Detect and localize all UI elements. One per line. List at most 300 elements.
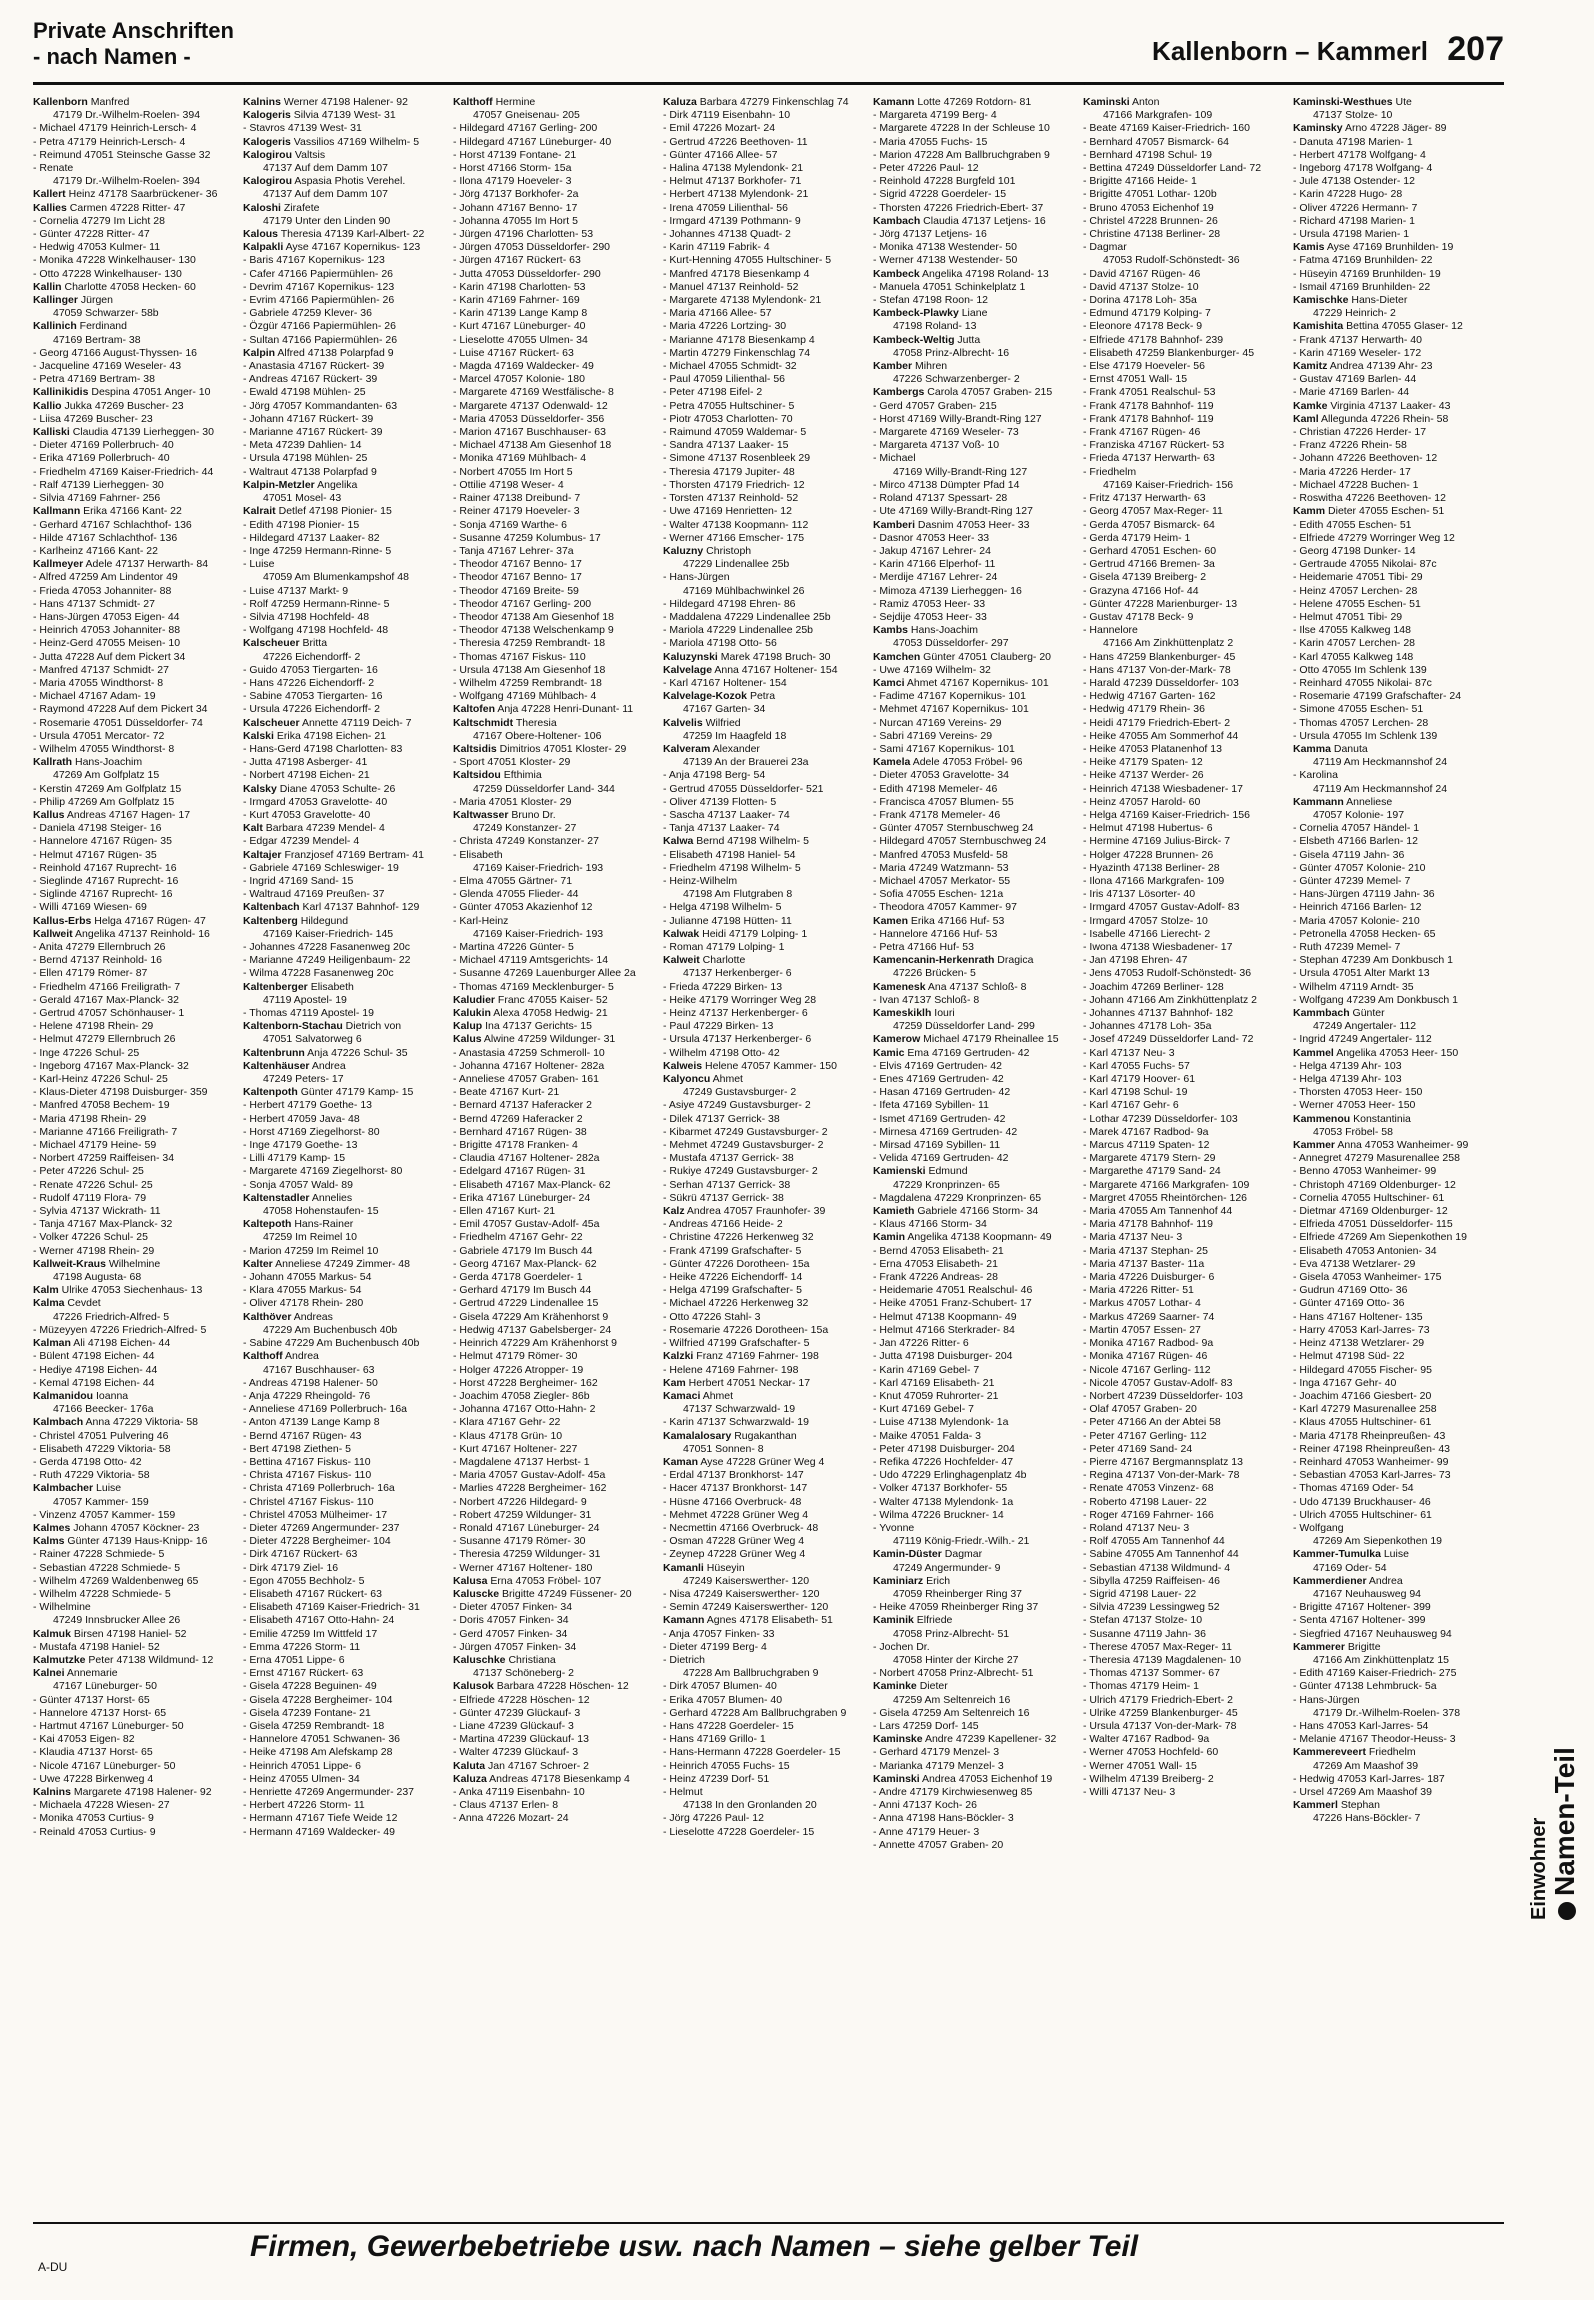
surname: Kaminke	[873, 1680, 917, 1693]
directory-entry: - Lars 47259 Dorf- 145	[873, 1719, 979, 1732]
column-1	[33, 96, 229, 2196]
directory-entry-head: Kalma Cevdet	[33, 1297, 101, 1310]
directory-entry: - Werner 47053 Heer- 150	[1293, 1099, 1416, 1112]
directory-entry: - Christa 47249 Konstanzer- 27	[453, 835, 599, 848]
directory-entry: 47119 Am Heckmannshof 24	[1313, 756, 1448, 769]
directory-entry: - Sebastian 47138 Wildmund- 4	[1083, 1561, 1231, 1574]
directory-entry: - Waltraud 47169 Preußen- 37	[243, 888, 385, 901]
directory-entry: - Wolfgang 47198 Hochfeld- 48	[243, 624, 389, 637]
directory-entry: - Georg 47057 Max-Reger- 11	[1083, 505, 1223, 518]
directory-entry: - Dirk 47179 Ziel- 16	[243, 1561, 339, 1574]
directory-entry: 47053 Rudolf-Schönstedt- 36	[1103, 254, 1240, 267]
directory-entry: 47259 Im Reimel 10	[263, 1231, 357, 1244]
directory-entry: - Gertrud 47226 Beethoven- 11	[663, 135, 808, 148]
directory-entry: - Marianne 47178 Biesenkamp 4	[663, 333, 815, 346]
directory-entry: - Friedhelm 47198 Wilhelm- 5	[663, 861, 801, 874]
directory-entry: - Heinz 47137 Herkenberger- 6	[663, 1007, 808, 1020]
surname: Kaluza	[663, 96, 697, 108]
directory-entry-head: Kaltenberg Hildegund	[243, 914, 349, 927]
directory-entry: - Reiner 47198 Rheinpreußen- 43	[1293, 1442, 1451, 1455]
directory-entry: - Theodor 47167 Benno- 17	[453, 571, 582, 584]
directory-entry: - Ilona 47179 Hoeveler- 3	[453, 175, 572, 188]
surname: Kallus-Erbs	[33, 914, 92, 927]
surname: Kalthoff	[243, 1350, 283, 1363]
directory-entry: 47167 Neuhausweg 94	[1313, 1587, 1422, 1600]
directory-entry: - Ursula 47198 Marien- 1	[1293, 228, 1410, 241]
directory-entry: 47058 Prinz-Albrecht- 51	[893, 1627, 1010, 1640]
surname: Kalmuk	[33, 1627, 71, 1640]
directory-entry: - Hildegard 47167 Gerling- 200	[453, 122, 598, 135]
directory-entry: - Helmut 47198 Süd- 22	[1293, 1350, 1405, 1363]
directory-entry-head: Kamischke Hans-Dieter	[1293, 294, 1408, 307]
surname: Kalliski	[33, 426, 70, 439]
directory-entry-head: Kallinikidis Despina 47051 Anger- 10	[33, 386, 211, 399]
directory-entry: - Dorina 47178 Loh- 35a	[1083, 294, 1197, 307]
directory-entry: - Johannes 47228 Fasanenweg 20c	[243, 941, 410, 953]
directory-entry: - Edith 47055 Eschen- 51	[1293, 518, 1412, 531]
directory-entry: - Christel 47167 Fiskus- 110	[243, 1495, 374, 1508]
surname: Kamenesk	[873, 980, 926, 993]
directory-entry: - Nurcan 47169 Vereins- 29	[873, 716, 1002, 729]
directory-entry: - Egon 47055 Bechholz- 5	[243, 1574, 365, 1587]
column-5	[873, 96, 1069, 2196]
directory-entry: 47226 Schwarzenberger- 2	[893, 373, 1020, 386]
directory-entry: - Kurt-Henning 47055 Hultschiner- 5	[663, 254, 832, 267]
surname: Kalpin-Metzler	[243, 478, 315, 491]
surname: Kaminik	[873, 1614, 914, 1627]
directory-entry: - Horst 47169 Ziegelhorst- 80	[243, 1125, 380, 1138]
directory-entry: - Jan 47226 Ritter- 6	[873, 1337, 969, 1350]
directory-entry: - Mustafa 47198 Haniel- 52	[33, 1640, 160, 1653]
directory-entry: - Andreas 47166 Heide- 2	[663, 1218, 783, 1231]
surname: Kaltenborn-Stachau	[243, 1020, 343, 1033]
directory-entry: - Herbert 47226 Storm- 11	[243, 1799, 365, 1812]
directory-entry: - Joachim 47269 Berliner- 128	[1083, 980, 1224, 993]
directory-entry: - Dilek 47137 Gerrick- 38	[663, 1112, 780, 1125]
directory-entry: - Norbert 47198 Eichen- 21	[243, 769, 370, 782]
directory-entry: - Otto 47228 Winkelhauser- 130	[33, 267, 182, 280]
directory-entry: - Hans 47226 Eichendorff- 2	[243, 676, 375, 689]
directory-entry: 47259 Düsseldorfer Land- 344	[473, 782, 615, 795]
directory-entry: - Glenda 47055 Flieder- 44	[453, 888, 579, 901]
directory-entry: 47249 Angertaler- 112	[1313, 1020, 1417, 1033]
directory-entry: 47137 Schöneberg- 2	[473, 1667, 574, 1680]
directory-entry: - Anastasia 47167 Rückert- 39	[243, 360, 385, 373]
directory-entry: - Willi 47137 Neu- 3	[1083, 1786, 1176, 1798]
directory-entry: - Hans 47137 Schmidt- 27	[33, 597, 155, 610]
directory-entry: 47229 Lindenallee 25b	[683, 558, 790, 571]
surname: Kaluzny	[663, 544, 704, 557]
directory-entry: - Ellen 47167 Kurt- 21	[453, 1205, 556, 1218]
surname: Kallweit-Kraus	[33, 1257, 106, 1270]
directory-entry: - Zeynep 47228 Grüner Weg 4	[663, 1548, 806, 1561]
directory-entry: - Pierre 47167 Bergmannsplatz 13	[1083, 1455, 1243, 1468]
directory-entry: - Friedhelm 47169 Kaiser-Friedrich- 44	[33, 465, 214, 478]
directory-entry: - Ruth 47229 Viktoria- 58	[33, 1469, 150, 1482]
directory-entry: - Günter 47166 Allee- 57	[663, 148, 778, 161]
directory-entry: - Walter 47138 Koopmann- 112	[663, 518, 809, 531]
directory-entry-head: Kam Herbert 47051 Neckar- 17	[663, 1376, 811, 1389]
directory-entry: 47167 Obere-Holtener- 106	[473, 729, 602, 742]
directory-entry-head: Kammbach Günter	[1293, 1007, 1385, 1020]
directory-entry: - Jochen Dr.	[873, 1640, 930, 1653]
directory-entry: - Gisela 47139 Breiberg- 2	[1083, 571, 1207, 584]
directory-entry-head: Kalmbach Anna 47229 Viktoria- 58	[33, 1416, 198, 1429]
directory-entry: - Klara 47167 Gehr- 22	[453, 1416, 561, 1429]
directory-entry: - Hedwig 47167 Garten- 162	[1083, 690, 1216, 703]
directory-entry: - Fatma 47169 Brunhilden- 22	[1293, 254, 1433, 267]
directory-entry: - Liisa 47269 Buscher- 23	[33, 412, 153, 425]
directory-entry-head: Kamic Ema 47169 Gertruden- 42	[873, 1046, 1030, 1059]
directory-entry: - Norbert 47058 Prinz-Albrecht- 51	[873, 1667, 1034, 1680]
directory-entry: - Hannelore	[1083, 624, 1138, 637]
directory-entry: - Reimund 47051 Steinsche Gasse 32	[33, 148, 211, 161]
directory-entry: - Margarete 47169 Westfälische- 8	[453, 386, 614, 399]
directory-entry: - Wilhelm 47198 Otto- 42	[663, 1046, 780, 1059]
directory-entry: 47051 Mosel- 43	[263, 492, 342, 505]
directory-entry: - Semin 47249 Kaiserswerther- 120	[663, 1601, 829, 1614]
directory-entry: - Fritz 47137 Herwarth- 63	[1083, 492, 1206, 505]
directory-entry-head: Kambeck-Plawky Liane	[873, 307, 988, 320]
directory-entry: - Halina 47138 Mylendonk- 21	[663, 162, 804, 175]
directory-entry: - Anastasia 47259 Schmeroll- 10	[453, 1046, 605, 1059]
directory-entry: - Rosemarie 47226 Dorotheen- 15a	[663, 1323, 829, 1336]
directory-entry: - Michael 47057 Merkator- 55	[873, 874, 1011, 887]
directory-entry-head: Kamela Adele 47053 Fröbel- 96	[873, 756, 1023, 769]
directory-entry: - Sejdije 47053 Heer- 33	[873, 610, 987, 623]
surname: Kalyoncu	[663, 1073, 711, 1086]
directory-entry: - Helga 47139 Ahr- 103	[1293, 1073, 1402, 1086]
directory-entry: - Heinz 47057 Lerchen- 28	[1293, 584, 1418, 597]
directory-entry: - Johannes 47178 Loh- 35a	[1083, 1020, 1212, 1033]
directory-entry: - Helmut 47167 Rügen- 35	[33, 848, 157, 861]
directory-entry: - Herbert 47179 Goethe- 13	[243, 1099, 372, 1112]
directory-entry: - Anita 47279 Ellernbruch 26	[33, 941, 166, 953]
directory-entry: - Beate 47167 Kurt- 21	[453, 1086, 560, 1099]
directory-entry: - Christel 47228 Brunnen- 26	[1083, 214, 1218, 227]
directory-entry: - Gisela 47228 Bergheimer- 104	[243, 1693, 393, 1706]
directory-entry: - Jutta 47198 Duisburger- 204	[873, 1350, 1013, 1363]
directory-entry-head: Kalvelage-Kozok Petra	[663, 690, 776, 703]
directory-entry: - Olaf 47057 Graben- 20	[1083, 1403, 1197, 1416]
directory-entry-head: Kalzki Franz 47169 Fahrner- 198	[663, 1350, 819, 1363]
directory-entry: 47269 Am Maashof 39	[1313, 1759, 1419, 1772]
directory-entry-head: Kalwa Bernd 47198 Wilhelm- 5	[663, 835, 809, 848]
surname: Kallus	[33, 808, 65, 821]
directory-entry: - Karl 47198 Schul- 19	[1083, 1086, 1188, 1099]
directory-entry: - Walter 47138 Mylendonk- 1a	[873, 1495, 1014, 1508]
directory-entry: - Susanne 47259 Kolumbus- 17	[453, 531, 601, 544]
directory-entry: - Waltraut 47138 Polarpfad 9	[243, 465, 377, 478]
directory-entry-head: Kalup Ina 47137 Gerichts- 15	[453, 1020, 592, 1033]
directory-entry: - Frank 47199 Grafschafter- 5	[663, 1244, 802, 1257]
directory-entry-head: Kaminski-Westhues Ute	[1293, 96, 1412, 108]
surname: Kamanli	[663, 1561, 704, 1574]
directory-entry: - Monika 47167 Radbod- 9a	[1083, 1337, 1214, 1350]
directory-entry: - Elma 47055 Gärtner- 71	[453, 874, 573, 887]
directory-entry-head: Kalous Theresia 47139 Karl-Albert- 22	[243, 228, 425, 241]
directory-entry: - Irmgard 47139 Pothmann- 9	[663, 214, 801, 227]
directory-entry: - Jutta 47228 Auf dem Pickert 34	[33, 650, 186, 663]
directory-entry: - Brigitte 47178 Franken- 4	[453, 1139, 578, 1152]
surname: Kaminiarz	[873, 1574, 924, 1587]
directory-entry: - Wilhelm 47259 Rembrandt- 18	[453, 676, 602, 689]
directory-entry: 47169 Kaiser-Friedrich- 156	[1103, 478, 1234, 491]
directory-entry: - Michael 47138 Am Giesenhof 18	[453, 439, 612, 452]
surname: Kalpin	[243, 346, 276, 359]
directory-columns	[33, 96, 1501, 2196]
directory-entry: 47229 Kronprinzen- 65	[893, 1178, 1000, 1191]
directory-entry: - Gabriele 47169 Schleswiger- 19	[243, 861, 399, 874]
directory-entry: - Nicole 47167 Gerling- 112	[1083, 1363, 1211, 1376]
directory-entry: - Frieda 47137 Herwarth- 63	[1083, 452, 1215, 465]
directory-entry: - Ursula 47051 Mercator- 72	[33, 729, 165, 742]
directory-entry: - Karin 47169 Fahrner- 169	[453, 294, 580, 307]
directory-entry: - Helene 47169 Fahrner- 198	[663, 1363, 799, 1376]
directory-entry-head: Kalmanidou Ioanna	[33, 1389, 129, 1402]
directory-entry: - Maria 47055 Am Tannenhof 44	[1083, 1205, 1233, 1218]
surname: Kamin-Düster	[873, 1548, 942, 1561]
directory-entry: - Regina 47137 Von-der-Mark- 78	[1083, 1469, 1240, 1482]
directory-entry: - Hans 47228 Goerdeler- 15	[663, 1719, 794, 1732]
directory-entry: - Gustav 47169 Barlen- 44	[1293, 373, 1417, 386]
directory-entry-head: Kaluza Andreas 47178 Biesenkamp 4	[453, 1772, 630, 1785]
directory-entry-head: Kalogirou Valtsis	[243, 148, 326, 161]
directory-entry: - Vinzenz 47057 Kammer- 159	[33, 1508, 176, 1521]
directory-entry: - Reinhold 47228 Burgfeld 101	[873, 175, 1016, 188]
directory-entry: - Silvia 47198 Hochfeld- 48	[243, 610, 370, 623]
directory-entry: - Friedhelm 47166 Freiligrath- 7	[33, 980, 181, 993]
directory-entry-head: Kaltenpoth Günter 47179 Kamp- 15	[243, 1086, 414, 1099]
surname: Kamela	[873, 756, 911, 769]
directory-entry-head: Kamchen Günter 47051 Clauberg- 20	[873, 650, 1052, 663]
directory-entry: - Refika 47226 Hochfelder- 47	[873, 1455, 1014, 1468]
directory-entry: - Claudia 47167 Holtener- 282a	[453, 1152, 600, 1165]
directory-entry: - Bernd 47269 Haferacker 2	[453, 1112, 583, 1125]
directory-entry: - Sebastian 47053 Karl-Jarres- 73	[1293, 1469, 1451, 1482]
surname: Kallmann	[33, 505, 81, 518]
directory-entry: - Luise 47137 Markt- 9	[243, 584, 349, 597]
directory-entry: - Erika 47167 Lüneburger- 24	[453, 1191, 591, 1204]
directory-entry: - Karl 47169 Elisabeth- 21	[873, 1376, 995, 1389]
directory-entry: - Michael 47226 Herkenweg 32	[663, 1297, 809, 1310]
directory-entry: - Eva 47138 Wetzlarer- 29	[1293, 1257, 1416, 1270]
directory-entry: - Kurt 47167 Holtener- 227	[453, 1442, 578, 1455]
directory-entry: - Jörg 47057 Kommandanten- 63	[243, 399, 398, 412]
directory-entry: - Klaus-Dieter 47198 Duisburger- 359	[33, 1086, 208, 1099]
directory-entry: - Heinz 47055 Ulmen- 34	[243, 1772, 360, 1785]
directory-entry: - Heinz 47057 Harold- 60	[1083, 795, 1201, 808]
directory-entry: - Ruth 47239 Memel- 7	[1293, 941, 1401, 953]
surname: Kalwa	[663, 835, 694, 848]
directory-entry-head: Kalmutzke Peter 47138 Wildmund- 12	[33, 1653, 214, 1666]
directory-entry: - Günter 47228 Ritter- 47	[33, 228, 150, 241]
directory-entry: - Helmut 47179 Römer- 30	[453, 1350, 578, 1363]
directory-entry: - Gisela 47053 Wanheimer- 175	[1293, 1271, 1442, 1284]
directory-entry: - Gerald 47167 Max-Planck- 32	[33, 993, 179, 1006]
directory-entry: - Hannelore 47167 Rügen- 35	[33, 835, 172, 848]
directory-entry: - Elisabeth 47229 Viktoria- 58	[33, 1442, 171, 1455]
directory-entry: - Maria 47166 Allee- 57	[663, 307, 772, 320]
header-rule	[33, 82, 1504, 85]
directory-entry: 47059 Schwarzer- 58b	[53, 307, 159, 320]
surname: Kalveram	[663, 742, 711, 755]
directory-entry: - Bernard 47137 Haferacker 2	[453, 1099, 592, 1112]
directory-entry: - Wilhelm 47269 Waldenbenweg 65	[33, 1574, 199, 1587]
directory-entry: - Jakup 47167 Lehrer- 24	[873, 544, 991, 557]
directory-entry: - Gerda 47198 Otto- 42	[33, 1455, 142, 1468]
directory-entry: - Inge 47179 Goethe- 13	[243, 1139, 358, 1152]
directory-entry: - Wolfgang 47239 Am Donkbusch 1	[1293, 993, 1458, 1006]
directory-entry: - Stefan 47137 Stolze- 10	[1083, 1614, 1203, 1627]
directory-entry: - Christoph 47169 Oldenburger- 12	[1293, 1178, 1456, 1191]
directory-entry: - Susanne 47119 Jahn- 36	[1083, 1627, 1206, 1640]
directory-entry: - Hermann 47167 Tiefe Weide 12	[243, 1812, 398, 1825]
section-title-line1: Private Anschriften	[33, 18, 234, 43]
directory-entry: - Beate 47169 Kaiser-Friedrich- 160	[1083, 122, 1250, 135]
directory-entry: - Hans 47167 Holtener- 135	[1293, 1310, 1423, 1323]
directory-entry: - Petra 47166 Huf- 53	[873, 941, 974, 953]
directory-entry: - Karin 47119 Fabrik- 4	[663, 241, 770, 254]
directory-entry-head: Kalthoff Andrea	[243, 1350, 319, 1363]
directory-entry: - Edelgard 47167 Rügen- 31	[453, 1165, 586, 1178]
surname: Kammel	[1293, 1046, 1334, 1059]
directory-entry: 47138 In den Gronlanden 20	[683, 1799, 817, 1812]
directory-entry: - Gertrud 47055 Düsseldorfer- 521	[663, 782, 824, 795]
directory-entry: - Ramiz 47053 Heer- 33	[873, 597, 986, 610]
directory-entry: - Ernst 47051 Wall- 15	[1083, 373, 1188, 386]
directory-entry: 47166 Am Zinkhüttenplatz 15	[1313, 1653, 1450, 1666]
directory-entry: - Manuel 47137 Reinhold- 52	[663, 280, 799, 293]
directory-entry-head: Kamann Lotte 47269 Rotdorn- 81	[873, 96, 1032, 108]
directory-entry: 47137 Schwarzwald- 19	[683, 1403, 796, 1416]
directory-entry: - Udo 47139 Bruckhauser- 46	[1293, 1495, 1431, 1508]
directory-entry-head: Kalvelage Anna 47167 Holtener- 154	[663, 663, 838, 676]
directory-entry: - Elisabeth 47167 Max-Planck- 62	[453, 1178, 611, 1191]
directory-entry: - Anni 47137 Koch- 26	[873, 1799, 977, 1812]
surname: Kalms	[33, 1535, 65, 1548]
directory-entry: - Dirk 47119 Eisenbahn- 10	[663, 109, 791, 122]
directory-entry: - Theodor 47167 Gerling- 200	[453, 597, 592, 610]
column-4	[663, 96, 859, 2196]
directory-entry: - Ilse 47055 Kalkweg 148	[1293, 624, 1411, 637]
directory-entry: - Theresia 47259 Rembrandt- 18	[453, 637, 606, 650]
directory-entry: - Gerd 47057 Finken- 34	[453, 1627, 568, 1640]
directory-entry: - Hildegard 47057 Sternbuschweg 24	[873, 835, 1047, 848]
directory-entry: - Theodor 47138 Welschenkamp 9	[453, 624, 614, 637]
directory-entry-head: Kamenesk Ana 47137 Schloß- 8	[873, 980, 1027, 993]
directory-entry: 47166 Beecker- 176a	[53, 1403, 154, 1416]
directory-entry: - Margarete 47169 Weseler- 73	[873, 426, 1019, 439]
surname: Kalmbach	[33, 1416, 84, 1429]
directory-entry-head: Kaluzny Christoph	[663, 544, 752, 557]
directory-entry: 47229 Am Buchenbusch 40b	[263, 1323, 398, 1336]
directory-entry: - Elfriede 47228 Höschen- 12	[453, 1693, 590, 1706]
directory-entry-head: Kalliski Claudia 47139 Lierheggen- 30	[33, 426, 214, 439]
directory-entry: - Wilma 47228 Fasanenweg 20c	[243, 967, 394, 980]
directory-entry: - Ewald 47198 Mühlen- 25	[243, 386, 366, 399]
directory-entry: - Elvis 47169 Gertruden- 42	[873, 1059, 1002, 1072]
directory-entry-head: Kammer Anna 47053 Wanheimer- 99	[1293, 1139, 1469, 1152]
directory-entry: - Annegret 47279 Masurenallee 258	[1293, 1152, 1460, 1165]
directory-entry: - Ursula 47198 Mühlen- 25	[243, 452, 368, 465]
directory-entry: - Irena 47059 Lilienthal- 56	[663, 201, 788, 214]
surname: Kaltenberg	[243, 914, 298, 927]
directory-entry: - Maria 47226 Lortzing- 30	[663, 320, 787, 333]
directory-entry: - Walter 47239 Glückauf- 3	[453, 1746, 579, 1759]
directory-entry: - Gisela 47239 Fontane- 21	[243, 1706, 371, 1719]
directory-entry: - Michael 47119 Amtsgerichts- 14	[453, 954, 609, 967]
directory-entry-head: Kaltsidis Dimitrios 47051 Kloster- 29	[453, 742, 627, 755]
directory-entry-head: Kaltenbach Karl 47137 Bahnhof- 129	[243, 901, 420, 914]
directory-entry: - Marianka 47179 Menzel- 3	[873, 1759, 1004, 1772]
directory-entry: - Torsten 47137 Reinhold- 52	[663, 492, 799, 505]
column-6	[1083, 96, 1279, 2196]
directory-entry-head: Kaluzynski Marek 47198 Bruch- 30	[663, 650, 831, 663]
directory-entry: - Fadime 47167 Kopernikus- 101	[873, 690, 1026, 703]
directory-entry: - Gudrun 47169 Otto- 36	[1293, 1284, 1408, 1297]
directory-entry-head: Kalthöver Andreas	[243, 1310, 333, 1323]
surname: Kalmutzke	[33, 1653, 86, 1666]
surname: Kammerl	[1293, 1799, 1338, 1812]
surname: Kamerow	[873, 1033, 921, 1046]
surname: Kaltsidis	[453, 742, 497, 755]
directory-entry: - Guido 47053 Tiergarten- 16	[243, 663, 378, 676]
directory-entry: - Jürgen 47057 Finken- 34	[453, 1640, 577, 1653]
directory-entry: - Ivan 47137 Schloß- 8	[873, 993, 980, 1006]
directory-entry: - Sabine 47055 Am Tannenhof 44	[1083, 1548, 1239, 1561]
directory-entry: - Helmut	[663, 1786, 703, 1798]
directory-entry: - Werner 47166 Emscher- 175	[663, 531, 805, 544]
directory-entry: - Maria 47137 Baster- 11a	[1083, 1257, 1205, 1270]
directory-entry: 47169 Oder- 54	[1313, 1561, 1387, 1574]
directory-entry: - Günter 47137 Horst- 65	[33, 1693, 150, 1706]
surname: Kammer	[1293, 1139, 1336, 1152]
directory-entry: - Kurt 47167 Lüneburger- 40	[453, 320, 586, 333]
surname: Kaltenbach	[243, 901, 300, 914]
directory-entry: - Hildegard 47137 Laaker- 82	[243, 531, 380, 544]
surname: Kaluzynski	[663, 650, 718, 663]
directory-entry: - Maria 47053 Düsseldorfer- 356	[453, 412, 605, 425]
directory-entry: - Hyazinth 47138 Berliner- 28	[1083, 861, 1220, 874]
column-2	[243, 96, 439, 2196]
directory-entry: - Jörg 47137 Letjens- 16	[873, 228, 987, 241]
directory-entry: - Dieter 47199 Berg- 4	[663, 1640, 767, 1653]
surname: Kallenborn	[33, 96, 88, 108]
directory-entry: - Helmut 47198 Hubertus- 6	[1083, 822, 1213, 835]
surname: Kallinger	[33, 294, 78, 307]
directory-entry: - Siglinde 47167 Ruprecht- 16	[33, 888, 173, 901]
footer-rule	[33, 2222, 1504, 2224]
directory-entry: - Rolf 47055 Am Tannenhof 44	[1083, 1535, 1225, 1548]
directory-entry: - Klara 47055 Markus- 54	[243, 1284, 362, 1297]
directory-entry: - Frank 47137 Herwarth- 40	[1293, 333, 1422, 346]
directory-entry-head: Kambergs Carola 47057 Graben- 215	[873, 386, 1053, 399]
directory-entry: - Ismail 47169 Brunhilden- 22	[1293, 280, 1431, 293]
directory-entry-head: Kamienski Edmund	[873, 1165, 968, 1178]
directory-entry: - Ilona 47166 Markgrafen- 109	[1083, 874, 1225, 887]
directory-entry-head: Kalter Anneliese 47249 Zimmer- 48	[243, 1257, 410, 1270]
directory-entry: - Thomas 47119 Apostel- 19	[243, 1007, 374, 1020]
directory-entry: - Markus 47057 Lothar- 4	[1083, 1297, 1201, 1310]
directory-entry: 47166 Am Zinkhüttenplatz 2	[1103, 637, 1234, 650]
directory-entry: - Ursula 47226 Eichendorff- 2	[243, 703, 380, 716]
directory-entry: - Iwona 47138 Wiesbadener- 17	[1083, 941, 1233, 953]
directory-entry: - Dirk 47167 Rückert- 63	[243, 1548, 358, 1561]
directory-entry: - Sabri 47169 Vereins- 29	[873, 729, 993, 742]
directory-entry: - Maria 47249 Watzmann- 53	[873, 861, 1009, 874]
directory-entry: - Ursula 47055 Im Schlenk 139	[1293, 729, 1438, 742]
